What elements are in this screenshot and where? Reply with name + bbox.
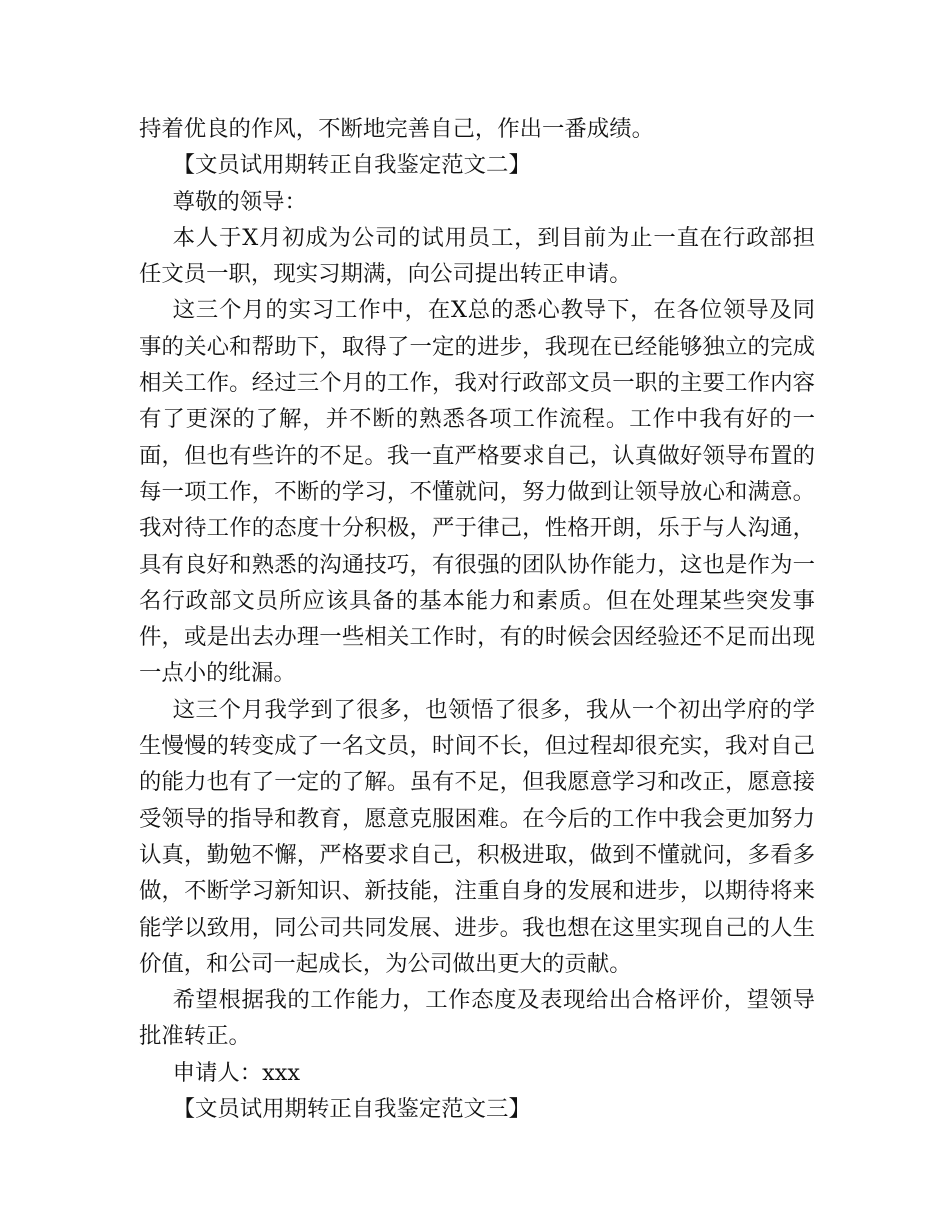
section-heading-two: 【文员试用期转正自我鉴定范文二】 [172,152,531,179]
salutation: 尊敬的领导： [172,188,307,215]
document-body [139,111,815,1127]
paragraph-continuation: 持着优良的作风，不断地完善自己，作出一番成绩。 [139,116,654,142]
paragraph-work-review: 这三个月的实习工作中，在X总的悉心教导下，在各位领导及同事的关心和帮助下，取得了一定的进步，我现在已经能够独立的完成相关工作。经过三个月的工作，我对行政部文员一职的主要工作内容有了更深的了解，并不断的熟悉各项工作流程。工作中我有好的一面，但也有些许的不足。我一直严格要求自己，认真做好领导布置的每一项工作，不断的学习，不懂就问，努力做到让领导放心和满意。我对待工作的态度十分积极，严于律己，性格开朗，乐于与人沟通，具有良好和熟悉的沟通技巧，有很强的团队协作能力，这也是作为一名行政部文员所应该具备的基本能力和素质。但在处理某些突发事件，或是出去办理一些相关工作时，有的时候会因经验还不足而出现一点小的纰漏。 [139,297,815,687]
section-heading-three: 【文员试用期转正自我鉴定范文三】 [172,1096,531,1123]
paragraph-intro: 本人于X月初成为公司的试用员工，到目前为止一直在行政部担任文员一职，现实习期满，向公司提出转正申请。 [139,224,815,288]
paragraph-request: 希望根据我的工作能力，工作态度及表现给出合格评价，望领导批准转正。 [139,987,815,1050]
applicant-signature: 申请人：xxx [172,1059,301,1086]
paragraph-learning: 这三个月我学到了很多，也领悟了很多，我从一个初出学府的学生慢慢的转变成了一名文员，时间不长，但过程却很充实，我对自己的能力也有了一定的了解。虽有不足，但我愿意学习和改正，愿意接受领导的指导和教育，愿意克服困难。在今后的工作中我会更加努力认真，勤勉不懈，严格要求自己，积极进取，做到不懂就问，多看多做，不断学习新知识、新技能，注重自身的发展和进步，以期待将来能学以致用，同公司共同发展、进步。我也想在这里实现自己的人生价值，和公司一起成长，为公司做出更大的贡献。 [139,696,815,977]
